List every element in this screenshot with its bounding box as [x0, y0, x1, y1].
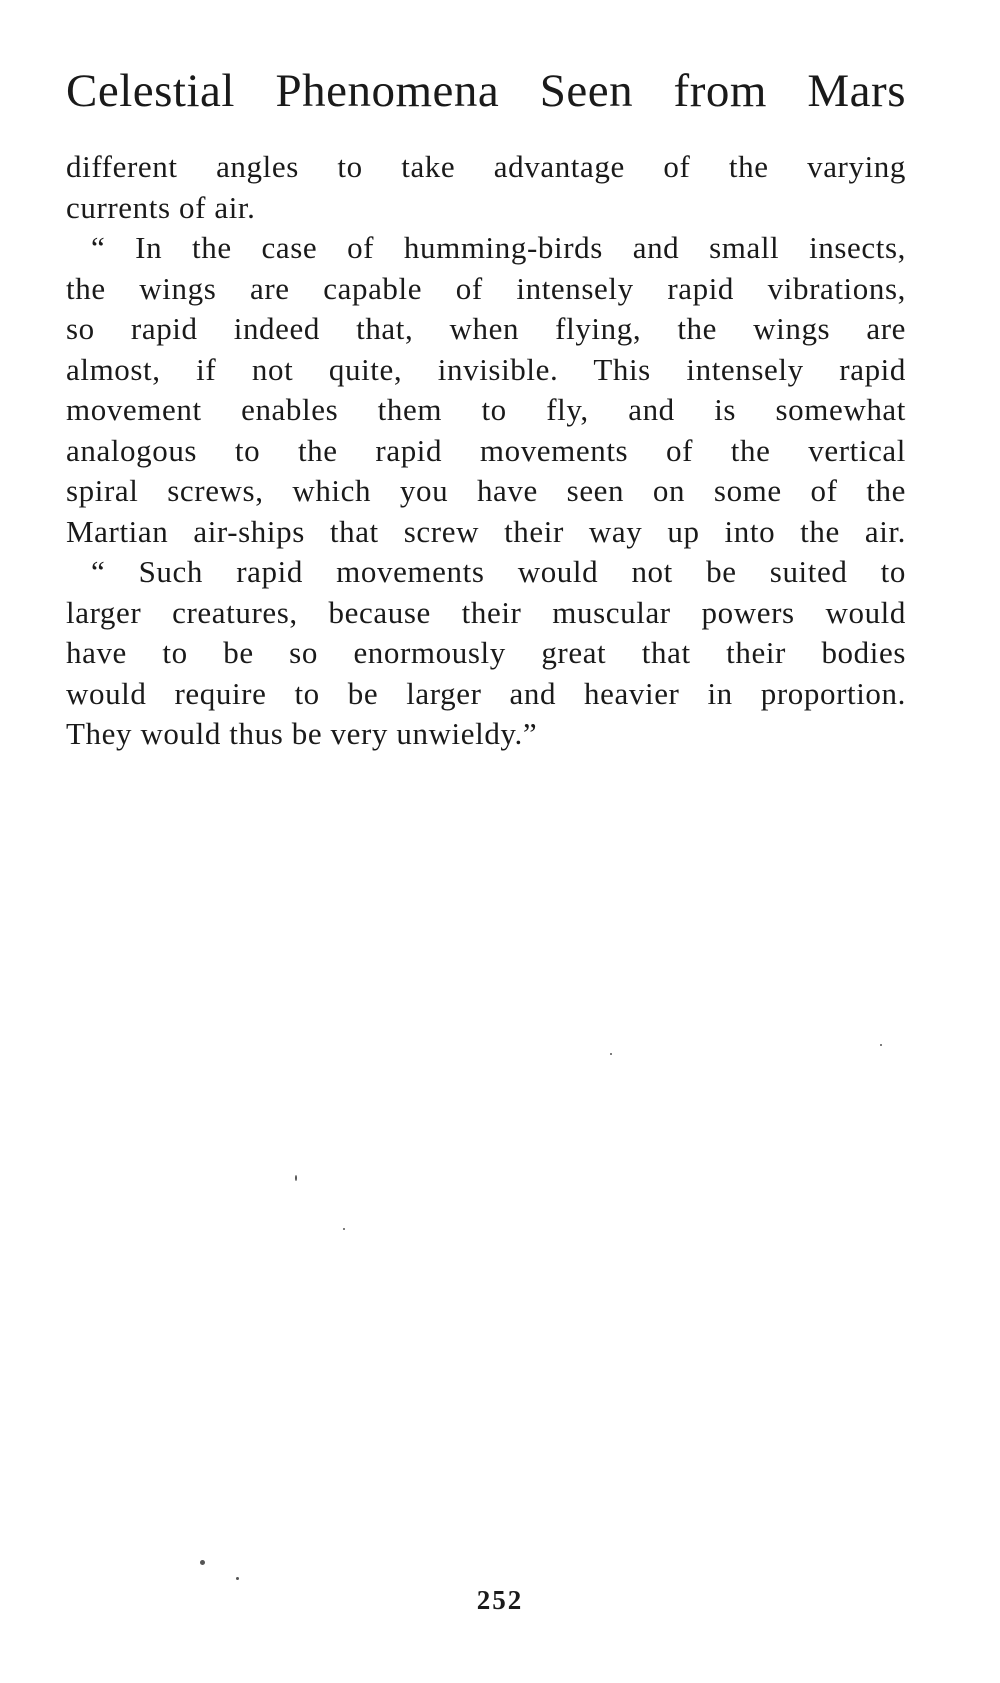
text-line: so rapid indeed that, when flying, the wings are [66, 311, 906, 346]
scan-speck [343, 1228, 345, 1230]
scan-speck [295, 1175, 297, 1181]
running-head: Celestial Phenomena Seen from Mars [66, 65, 906, 117]
text-line: almost, if not quite, invisible. This intensely rapid [66, 351, 906, 387]
scan-speck [610, 1053, 612, 1055]
body-text [66, 147, 906, 755]
text-line: different angles to take advantage of the varying [66, 149, 906, 184]
scan-speck [236, 1577, 239, 1580]
text-line: spiral screws, which you have seen on some of the [66, 473, 906, 508]
scan-speck [200, 1560, 205, 1565]
text-line: They would thus be very unwieldy.” [66, 716, 538, 751]
text-line: “ In the case of humming-birds and small insects, [91, 230, 906, 265]
text-line: have to be so enormously great that their bodies [66, 635, 906, 670]
text-line: the wings are capable of intensely rapid vibrations, [66, 270, 906, 306]
text-line: movement enables them to fly, and is somewhat [66, 392, 906, 427]
scan-speck [880, 1044, 882, 1046]
text-line: would require to be larger and heavier in proportion. [66, 675, 906, 711]
text-line: currents of air. [66, 189, 256, 225]
text-line: “ Such rapid movements would not be suited to [91, 554, 906, 589]
text-line: larger creatures, because their muscular powers would [66, 594, 906, 630]
page-number: 252 [476, 1585, 524, 1615]
text-line: Martian air-ships that screw their way up into the air. [66, 513, 906, 549]
text-line: analogous to the rapid movements of the vertical [66, 432, 906, 468]
